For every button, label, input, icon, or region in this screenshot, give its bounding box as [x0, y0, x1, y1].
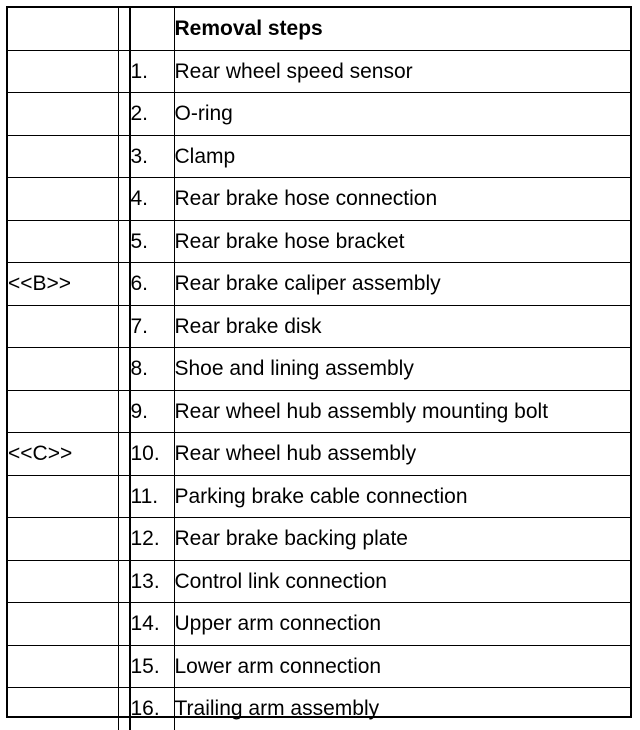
gap-cell [118, 348, 129, 391]
step-number: 10. [130, 433, 174, 476]
gap-cell [118, 688, 129, 730]
ref-label [8, 560, 118, 603]
step-name: Rear brake caliper assembly [174, 263, 630, 306]
ref-label [8, 50, 118, 93]
header-gap-cell [118, 8, 129, 50]
ref-label [8, 518, 118, 561]
step-name: Lower arm connection [174, 645, 630, 688]
ref-label [8, 475, 118, 518]
gap-cell [118, 178, 129, 221]
ref-label: <<B>> [8, 263, 118, 306]
gap-cell [118, 475, 129, 518]
gap-cell [118, 560, 129, 603]
step-number: 5. [130, 220, 174, 263]
header-ref-cell [8, 8, 118, 50]
step-number: 12. [130, 518, 174, 561]
step-number: 13. [130, 560, 174, 603]
table-row [8, 178, 630, 221]
step-name: Rear brake disk [174, 305, 630, 348]
table-row [8, 433, 630, 476]
step-number: 11. [130, 475, 174, 518]
gap-cell [118, 518, 129, 561]
step-name: Parking brake cable connection [174, 475, 630, 518]
step-number: 14. [130, 603, 174, 646]
step-number: 7. [130, 305, 174, 348]
gap-cell [118, 263, 129, 306]
table-row [8, 560, 630, 603]
step-number: 1. [130, 50, 174, 93]
gap-cell [118, 603, 129, 646]
table-row [8, 93, 630, 136]
step-name: Rear brake backing plate [174, 518, 630, 561]
header-num-cell [130, 8, 174, 50]
gap-cell [118, 645, 129, 688]
step-name: Trailing arm assembly [174, 688, 630, 730]
gap-cell [118, 305, 129, 348]
table-row [8, 390, 630, 433]
step-number: 8. [130, 348, 174, 391]
table-row [8, 305, 630, 348]
step-name: Control link connection [174, 560, 630, 603]
table-row [8, 475, 630, 518]
step-name: Rear wheel hub assembly [174, 433, 630, 476]
table-row [8, 220, 630, 263]
gap-cell [118, 220, 129, 263]
gap-cell [118, 93, 129, 136]
step-number: 3. [130, 135, 174, 178]
table-header-row [8, 8, 630, 50]
ref-label [8, 135, 118, 178]
ref-label [8, 688, 118, 730]
removal-steps-table [8, 8, 630, 730]
gap-cell [118, 50, 129, 93]
step-name: O-ring [174, 93, 630, 136]
table-header-title: Removal steps [174, 8, 630, 50]
removal-steps-sheet [6, 6, 632, 721]
ref-label [8, 348, 118, 391]
table-row [8, 263, 630, 306]
step-name: Rear wheel speed sensor [174, 50, 630, 93]
gap-cell [118, 433, 129, 476]
step-name: Rear wheel hub assembly mounting bolt [174, 390, 630, 433]
step-number: 9. [130, 390, 174, 433]
step-number: 4. [130, 178, 174, 221]
table-row [8, 603, 630, 646]
step-name: Clamp [174, 135, 630, 178]
step-number: 2. [130, 93, 174, 136]
ref-label [8, 178, 118, 221]
step-number: 15. [130, 645, 174, 688]
table-row [8, 645, 630, 688]
step-name: Rear brake hose bracket [174, 220, 630, 263]
ref-label [8, 390, 118, 433]
ref-label [8, 305, 118, 348]
table-row [8, 688, 630, 730]
ref-label [8, 93, 118, 136]
table-row [8, 50, 630, 93]
table-row [8, 348, 630, 391]
ref-label [8, 645, 118, 688]
ref-label: <<C>> [8, 433, 118, 476]
table-row [8, 518, 630, 561]
step-name: Rear brake hose connection [174, 178, 630, 221]
ref-label [8, 220, 118, 263]
table-row [8, 135, 630, 178]
step-number: 6. [130, 263, 174, 306]
step-number: 16. [130, 688, 174, 730]
step-name: Shoe and lining assembly [174, 348, 630, 391]
ref-label [8, 603, 118, 646]
gap-cell [118, 390, 129, 433]
step-name: Upper arm connection [174, 603, 630, 646]
gap-cell [118, 135, 129, 178]
